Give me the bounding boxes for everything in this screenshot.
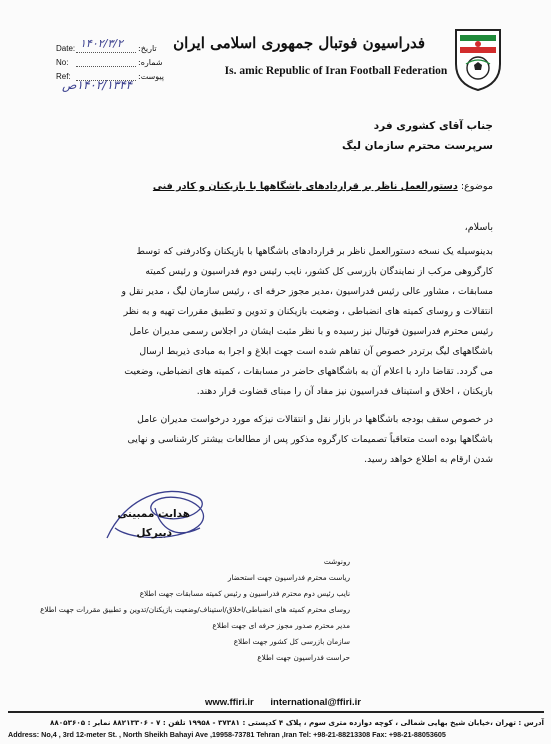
subject-label: موضوع: <box>460 181 493 192</box>
footer-website[interactable]: www.ffiri.ir <box>205 697 254 708</box>
letter-number-value: ۱۴۰۲/۱۳۴۴ص <box>62 78 133 92</box>
cc-item: نایب رئیس دوم محترم فدراسیون و رئیس کمیته مسابقات جهت اطلاع <box>139 589 350 598</box>
body-line: رئیس محترم فدراسیون فوتبال نیز رسیده و با نظر مثبت ایشان در اجلاس رسمی مدیران عامل <box>129 326 493 337</box>
cc-item: حراست فدراسیون جهت اطلاع <box>257 653 350 662</box>
body-line: باشگاهها بوده است متعاقباً تصمیمات کارگروه مذکور پس از مطالعات بیشتر کارشناسی و نهایی <box>127 434 493 445</box>
org-name-persian: فدراسیون فوتبال جمهوری اسلامی ایران <box>173 34 425 52</box>
footer-address-persian: آدرس : تهران ،خیابان شیخ بهایی شمالی ، کوچه دوازده متری سوم ، پلاک ۴ کدپستی : ۳۷۳۸۱ - ۱۹۹۵۸ تلفن : ۷ - ۸۸۲۱۳۳۰۶ نمابر : ۸۸۰۵۳۶۰۵ <box>50 718 544 727</box>
subject-line <box>153 181 493 192</box>
footer-contact <box>205 697 375 708</box>
cc-item: ریاست محترم فدراسیون جهت استحضار <box>227 573 350 582</box>
date-value: ۱۴۰۲/۳/۲ <box>80 37 123 50</box>
org-name-english: Is. amic Republic of Iran Football Federation <box>224 65 448 77</box>
footer-address-english: Address: No,4 , 3rd 12-meter St. , North Sheikh Bahayi Ave ,19958-73781 Tehran ,Iran Tel: +98-21-88213308 Fax: +98-21-88053605 <box>8 730 446 739</box>
ref-label-en: Ref: <box>56 72 71 81</box>
footer-email[interactable]: international@ffiri.ir <box>270 697 361 708</box>
footer-divider <box>8 711 544 713</box>
number-label-en: No: <box>56 58 69 67</box>
signer-name: هدایت ممبینی <box>117 508 190 520</box>
cc-item: مدیر محترم صدور مجوز حرفه ای جهت اطلاع <box>212 621 350 630</box>
subject-text: دستورالعمل ناظر بر قراردادهای باشگاهها با بازیکنان و کادر فنی <box>152 181 458 192</box>
signer-title: دبیرکل <box>136 527 172 539</box>
body-line: انتقالات و روسای کمیته های انضباطی ، وضعیت بازیکنان و تدوین و تطبیق مقررات تهیه و به نظر <box>123 306 493 317</box>
ref-label-fa: پیوست: <box>138 72 165 81</box>
body-line: بدینوسیله یک نسخه دستورالعمل ناظر بر قراردادهای باشگاهها با بازیکنان وکادرفنی که توسط <box>136 246 493 257</box>
cc-item: سازمان بازرسی کل کشور جهت اطلاع <box>233 637 350 646</box>
federation-logo <box>452 28 504 92</box>
date-label-en: Date: <box>56 44 76 53</box>
number-label-fa: شماره: <box>138 58 163 67</box>
number-dots <box>76 58 136 67</box>
date-label-fa: تاریخ: <box>138 44 157 53</box>
cc-heading: رونوشت <box>323 557 350 566</box>
addressee-title: سرپرست محترم سازمان لیگ <box>341 140 493 152</box>
body-line: بازیکنان ، اخلاق و استیناف فدراسیون نیز مفاد آن را مبنای قضاوت قرار دهند. <box>196 386 493 397</box>
body-line: در خصوص سقف بودجه باشگاهها در بازار نقل و انتقالات نیزکه مورد درخواست مدیران عامل <box>137 414 493 425</box>
body-line: کارگروهی مرکب از نمایندگان بازرسی کل کشور، نایب رئیس دوم فدراسیون و رئیس کمیته <box>145 266 493 277</box>
addressee-name: جناب آقای کشوری فرد <box>373 120 493 132</box>
body-line: مسابقات ، مشاور عالی رئیس فدراسیون ،مدیر مجوز حرفه ای ، رئیس سازمان لیگ ، مدیر نقل و <box>121 286 493 297</box>
cc-item: روسای محترم کمیته های انضباطی/اخلاق/استیناف/وضعیت بازیکنان/تدوین و تطبیق مقررات جهت اطلاع <box>40 605 350 614</box>
body-line: باشگاههای لیگ برتردر خصوص آن تفاهم شده است جهت ابلاغ و اجرا به مبادی ذیربط ارسال <box>139 346 493 357</box>
salutation: باسلام، <box>464 222 493 233</box>
body-line: شدن ارقام به اطلاع خواهد رسید. <box>364 454 493 465</box>
body-line: می گردد. تقاضا دارد با اعلام آن به باشگاههای حاضر در مسابقات ، کمیته های انضباطی، وضعیت <box>124 366 493 377</box>
